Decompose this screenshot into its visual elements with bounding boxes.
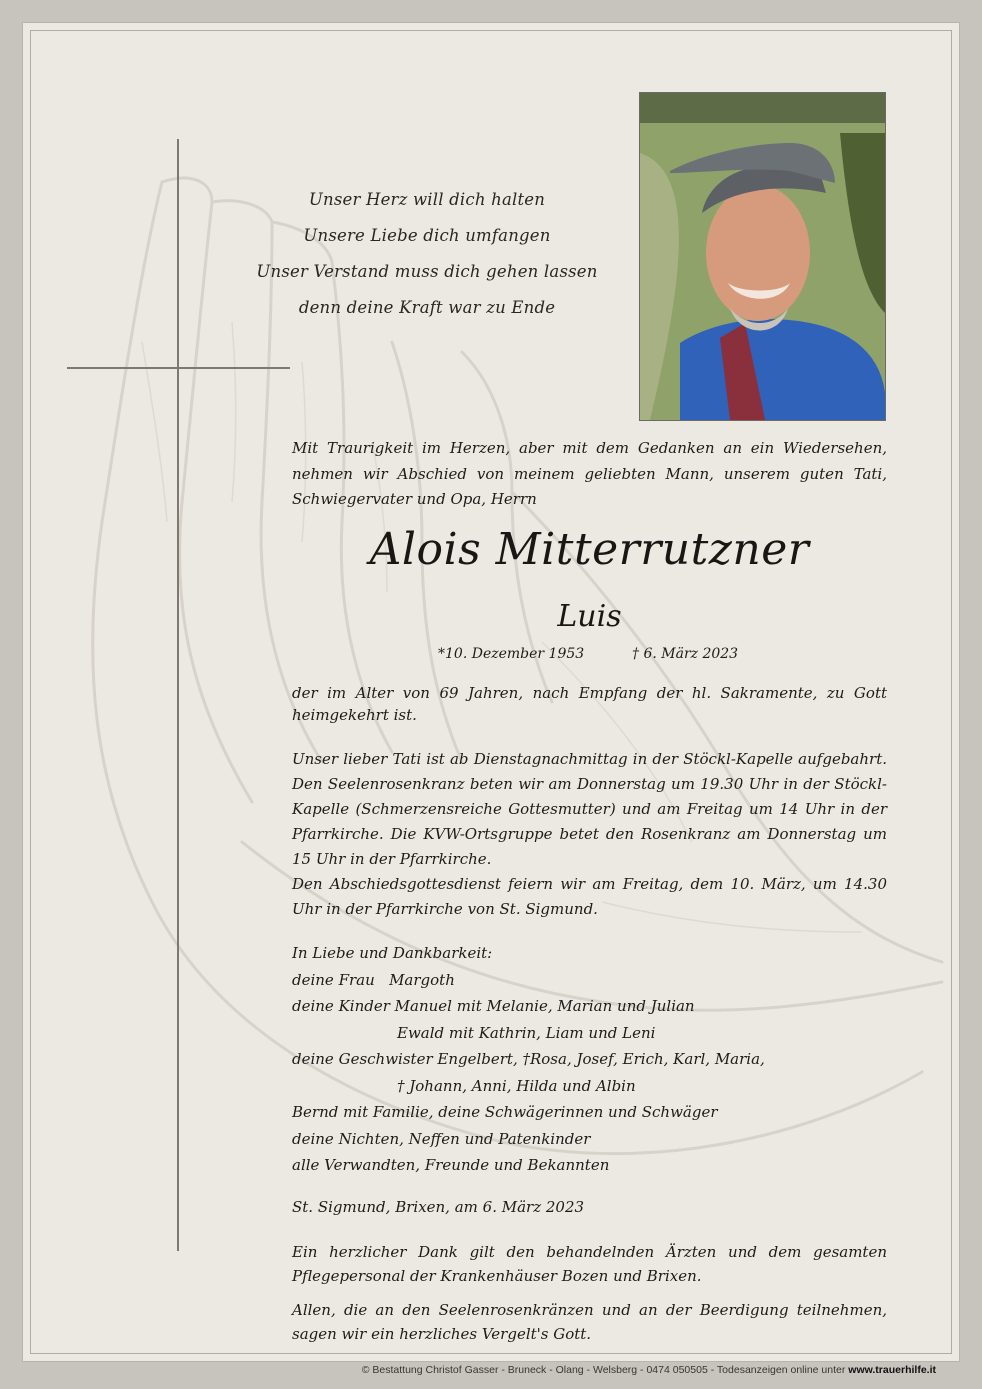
death-date: † 6. März 2023 bbox=[632, 646, 739, 662]
family-siblings: deine Geschwister Engelbert, †Rosa, Josef, Erich, Karl, Maria, bbox=[292, 1050, 765, 1068]
footer bbox=[22, 1364, 960, 1376]
poem-line: Unser Herz will dich halten bbox=[308, 190, 546, 209]
info-paragraph: Den Abschiedsgottesdienst feiern wir am Freitag, dem 10. März, um 14.30 Uhr in der Pfarrkirche von St. Sigmund. bbox=[292, 875, 887, 918]
poem bbox=[252, 182, 602, 326]
intro-text: Mit Traurigkeit im Herzen, aber mit dem Gedanken an ein Wiedersehen, nehmen wir Abschied von meinem geliebten Mann, unserem guten Tati, Schwiegervater und Opa, Herrn bbox=[292, 439, 887, 508]
cross-vertical-beam bbox=[177, 139, 179, 1251]
cross-horizontal-beam bbox=[67, 367, 290, 369]
family-list bbox=[292, 940, 887, 1179]
place-date: St. Sigmund, Brixen, am 6. März 2023 bbox=[292, 1198, 585, 1216]
birth-date: *10. Dezember 1953 bbox=[438, 646, 585, 662]
thanks-paragraph: Allen, die an den Seelenrosenkränzen und an der Beerdigung teilnehmen, sagen wir ein herzliches Vergelt's Gott. bbox=[292, 1301, 887, 1343]
family-siblings-cont: † Johann, Anni, Hilda und Albin bbox=[397, 1076, 636, 1095]
thanks-paragraph: Ein herzlicher Dank gilt den behandelnden Ärzten und dem gesamten Pflegepersonal der Krankenhäuser Bozen und Brixen. bbox=[292, 1243, 887, 1285]
portrait-photo bbox=[639, 92, 886, 421]
poem-line: Unser Verstand muss dich gehen lassen bbox=[256, 262, 598, 281]
deceased-nickname: Luis bbox=[557, 599, 622, 634]
info-paragraph: Unser lieber Tati ist ab Dienstagnachmittag in der Stöckl-Kapelle aufgebahrt. Den Seelenrosenkranz beten wir am Donnerstag um 19.30 Uhr in der Stöckl-Kapelle (Schmerzensreiche Gottesmutter) und am Freitag um 14 Uhr in der Pfarrkirche. Die KVW-Ortsgruppe betet den Rosenkranz am Donnerstag um 15 Uhr in der Pfarrkirche. bbox=[292, 750, 887, 868]
paper bbox=[22, 22, 960, 1362]
footer-text: © Bestattung Christof Gasser - Bruneck - Olang - Welsberg - 0474 050505 - Todesanzeigen online unter bbox=[361, 1364, 849, 1376]
poem-line: Unsere Liebe dich umfangen bbox=[303, 226, 551, 245]
age-text: der im Alter von 69 Jahren, nach Empfang der hl. Sakramente, zu Gott heimgekehrt ist. bbox=[292, 684, 887, 724]
family-children: deine Kinder Manuel mit Melanie, Marian und Julian bbox=[292, 997, 695, 1015]
poem-line: denn deine Kraft war zu Ende bbox=[298, 298, 556, 317]
family-heading: In Liebe und Dankbarkeit: bbox=[292, 944, 493, 962]
family-wife: deine Frau Margoth bbox=[292, 970, 455, 989]
family-children-cont: Ewald mit Kathrin, Liam und Leni bbox=[397, 1023, 656, 1042]
portrait-illustration bbox=[640, 93, 885, 420]
deceased-name: Alois Mitterrutzner bbox=[369, 524, 810, 575]
footer-link[interactable]: www.trauerhilfe.it bbox=[848, 1364, 936, 1376]
funeral-info bbox=[292, 747, 887, 922]
family-nieces: deine Nichten, Neffen und Patenkinder bbox=[292, 1129, 591, 1148]
family-relatives: alle Verwandten, Freunde und Bekannten bbox=[292, 1156, 610, 1174]
family-bernd: Bernd mit Familie, deine Schwägerinnen und Schwäger bbox=[292, 1103, 718, 1121]
